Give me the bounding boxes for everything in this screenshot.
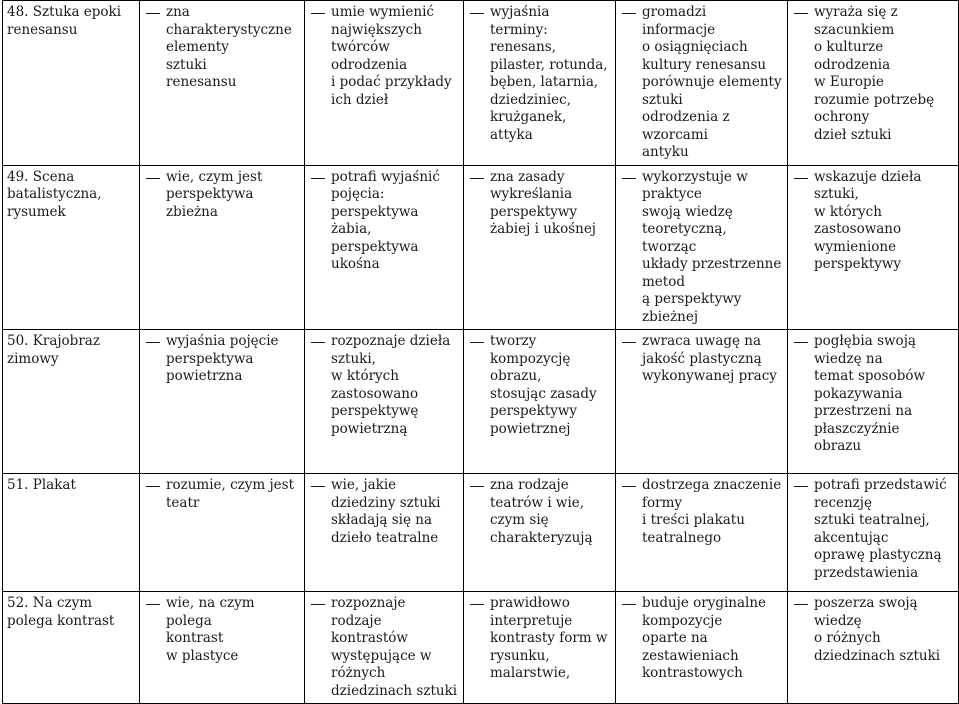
lesson-topic-cell [3, 474, 140, 592]
requirement-cell [788, 592, 959, 704]
requirement-text: zna zasady wykreślania perspektywy żabiej i ukośnej [470, 169, 610, 239]
requirement-text: zwraca uwagę na jakość plastyczną wykonywanej pracy [622, 333, 782, 386]
lesson-topic-cell [3, 1, 140, 166]
requirement-cell [788, 165, 959, 330]
requirement-text: dostrzega znaczenie formy i treści plakatu teatralnego [622, 477, 782, 547]
requirement-text: rozpoznaje rodzaje kontrastów występujące w różnych dziedzinach sztuki [311, 595, 458, 700]
table-row [3, 165, 959, 330]
requirement-text: gromadzi informacje o osiągnięciach kultury renesansu porównuje elementy sztuki odrodzenia z wzorcami antyku [622, 4, 782, 162]
requirement-text: umie wymienić największych twórców odrodzenia i podać przykłady ich dzieł [311, 4, 458, 109]
lesson-topic: Na czym polega kontrast [7, 595, 115, 629]
requirement-cell [305, 474, 464, 592]
lesson-number: 50. [7, 333, 29, 349]
requirement-cell [305, 165, 464, 330]
requirement-cell [140, 474, 305, 592]
requirement-cell [616, 592, 788, 704]
lesson-number: 48. [7, 4, 29, 20]
requirement-cell [305, 592, 464, 704]
requirement-text: poszerza swoją wiedzę o różnych dziedzinach sztuki [794, 595, 953, 665]
requirement-cell [464, 165, 616, 330]
lesson-number: 52. [7, 595, 29, 611]
requirement-text: potrafi wyjaśnić pojęcia: perspektywa żabia, perspektywa ukośna [311, 169, 458, 274]
requirement-cell [140, 165, 305, 330]
lesson-topic: Krajobraz zimowy [7, 333, 100, 367]
lesson-number: 51. [7, 477, 29, 493]
requirement-cell [140, 330, 305, 474]
lesson-topic: Scena batalistyczna, rysumek [7, 168, 102, 220]
requirement-text: zna rodzaje teatrów i wie, czym się charakteryzują [470, 477, 610, 547]
requirement-text: wyraża się z szacunkiem o kulturze odrodzenia w Europie rozumie potrzebę ochrony dzieł sztuki [794, 4, 953, 144]
requirement-text: potrafi przedstawić recenzję sztuki teatralnej, akcentując oprawę plastyczną przedstawienia [794, 477, 953, 582]
requirement-cell [464, 1, 616, 166]
lesson-topic-cell [3, 330, 140, 474]
requirement-cell [616, 474, 788, 592]
requirement-cell [140, 592, 305, 704]
lesson-topic: Plakat [32, 477, 76, 493]
requirement-cell [616, 165, 788, 330]
table-row [3, 592, 959, 704]
requirement-text: wie, na czym polega kontrast w plastyce [146, 595, 299, 665]
requirement-cell [616, 330, 788, 474]
requirement-text: wyjaśnia terminy: renesans, pilaster, rotunda, bęben, latarnia, dziedziniec, krużganek, attyka [470, 4, 610, 144]
table-row [3, 330, 959, 474]
requirement-text: pogłębia swoją wiedzę na temat sposobów pokazywania przestrzeni na płaszczyźnie obrazu [794, 333, 953, 456]
requirement-text: wyjaśnia pojęcie perspektywa powietrzna [146, 333, 299, 386]
requirement-cell [305, 330, 464, 474]
requirement-text: wskazuje dzieła sztuki, w których zastosowano wymienione perspektywy [794, 169, 953, 274]
requirement-text: buduje oryginalne kompozycje oparte na zestawieniach kontrastowych [622, 595, 782, 683]
requirement-text: tworzy kompozycję obrazu, stosując zasady perspektywy powietrznej [470, 333, 610, 438]
curriculum-table [2, 0, 959, 704]
requirement-cell [788, 474, 959, 592]
requirement-cell [305, 1, 464, 166]
lesson-topic-cell [3, 592, 140, 704]
table-body [3, 1, 959, 704]
requirement-cell [788, 1, 959, 166]
lesson-topic-cell [3, 165, 140, 330]
requirement-text: wie, jakie dziedziny sztuki składają się na dzieło teatralne [311, 477, 458, 547]
requirement-text: zna charakterystyczne elementy sztuki renesansu [146, 4, 299, 92]
requirement-text: rozumie, czym jest teatr [146, 477, 299, 512]
requirement-text: prawidłowo interpretuje kontrasty form w rysunku, malarstwie, [470, 595, 610, 683]
requirement-cell [140, 1, 305, 166]
table-row [3, 1, 959, 166]
requirement-text: wie, czym jest perspektywa zbieżna [146, 169, 299, 222]
requirement-cell [464, 592, 616, 704]
requirement-text: wykorzystuje w praktyce swoją wiedzę teoretyczną, tworząc układy przestrzenne metod ą perspektywy zbieżnej [622, 169, 782, 327]
lesson-number: 49. [7, 168, 29, 185]
requirement-text: rozpoznaje dzieła sztuki, w których zastosowano perspektywę powietrzną [311, 333, 458, 438]
requirement-cell [464, 330, 616, 474]
requirement-cell [616, 1, 788, 166]
table-row [3, 474, 959, 592]
requirement-cell [788, 330, 959, 474]
lesson-topic: Sztuka epoki renesansu [7, 4, 122, 38]
requirement-cell [464, 474, 616, 592]
